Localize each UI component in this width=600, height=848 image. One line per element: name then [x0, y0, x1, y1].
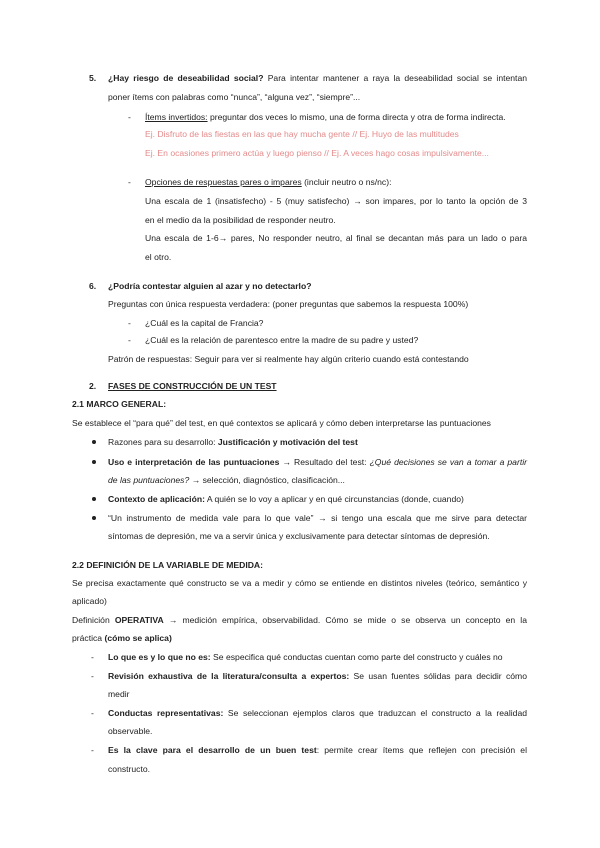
section-2-number: 2.: [89, 381, 97, 391]
definition-line-2: práctica (cómo se aplica): [72, 633, 172, 643]
options-text-1: Una escala de 1 (insatisfecho) - 5 (muy satisfecho) → son impares, por lo tanto la opción de 3: [145, 196, 527, 206]
bullet-reasons: Razones para su desarrollo: Justificación y motivación del test: [108, 437, 358, 447]
section-6-q2: ¿Cuál es la relación de parentesco entre la madre de su padre y usted?: [145, 335, 419, 345]
options-text-2: en el medio da la posibilidad de responder neutro.: [145, 215, 336, 225]
dash-marker: -: [91, 671, 94, 681]
bullet-dot: [92, 497, 96, 501]
dash-item-what-is: Lo que es y lo que no es: Se especifica qué conductas cuentan como parte del constructo y cuáles no: [108, 652, 503, 662]
heading-2-1: 2.1 MARCO GENERAL:: [72, 399, 167, 409]
dash-marker: -: [91, 708, 94, 718]
dash-marker: -: [128, 335, 131, 345]
section-6-pattern: Patrón de respuestas: Seguir para ver si realmente hay algún criterio cuando está contestando: [108, 354, 469, 364]
section-6-q1: ¿Cuál es la capital de Francia?: [145, 318, 264, 328]
bullet-dot: [92, 516, 96, 520]
options-text-4: el otro.: [145, 252, 172, 262]
options-label: Opciones de respuestas pares o impares: [145, 177, 302, 187]
section-6-number: 6.: [89, 281, 97, 291]
example-1: Ej. Disfruto de las fiestas en las que hay mucha gente // Ej. Huyo de las multitudes: [145, 129, 459, 139]
dash-item-behaviors-line-1: Conductas representativas: Se seleccionan ejemplos claros que traduzcan el constructo a la realidad: [108, 708, 527, 718]
options-text-3: Una escala de 1-6→ pares, No responder neutro, al final se decantan más para un lado o para: [145, 233, 527, 243]
paragraph-2-2-line-1: Se precisa exactamente qué constructo se va a medir y cómo se entiende en distintos niveles (teórico, semántico y: [72, 578, 527, 588]
section-2-title: FASES DE CONSTRUCCIÓN DE UN TEST: [108, 381, 277, 391]
dash-item-key-line-2: constructo.: [108, 764, 151, 774]
bullet-dot: [92, 460, 96, 464]
bullet-instrument-line-1: “Un instrumento de medida vale para lo que vale” → si tengo una escala que me sirve para detectar: [108, 513, 527, 523]
bullet-instrument-line-2: síntomas de depresión, me va a servir única y exclusivamente para detectar síntomas de depresión.: [108, 531, 490, 541]
paragraph-2-2-line-2: aplicado): [72, 596, 107, 606]
example-2: Ej. En ocasiones primero actúa y luego pienso // Ej. A veces hago cosas impulsivamente...: [145, 148, 489, 158]
paragraph-2-1: Se establece el “para qué” del test, en qué contextos se aplicará y cómo deben interpretarse las puntuaciones: [72, 418, 491, 428]
section-5-line-1: ¿Hay riesgo de deseabilidad social? Para intentar mantener a raya la deseabilidad social se intentan: [108, 73, 527, 83]
bullet-dot: [92, 440, 96, 444]
section-6-intro: Preguntas con única respuesta verdadera: (poner preguntas que sabemos la respuesta 100%): [108, 299, 469, 309]
dash-marker: -: [128, 177, 131, 187]
inverted-items-label: Ítems invertidos:: [145, 112, 208, 122]
dash-marker: -: [128, 318, 131, 328]
dash-marker: -: [128, 112, 131, 122]
section-5-number: 5.: [89, 73, 97, 83]
inverted-items-line: Ítems invertidos: preguntar dos veces lo mismo, una de forma directa y otra de forma indirecta.: [145, 112, 506, 122]
section-6-question: ¿Podría contestar alguien al azar y no detectarlo?: [108, 281, 312, 291]
dash-item-literature-line-2: medir: [108, 689, 130, 699]
dash-item-key-line-1: Es la clave para el desarrollo de un buen test: permite crear ítems que reflejen con precisión el: [108, 745, 527, 755]
dash-item-behaviors-line-2: observable.: [108, 726, 153, 736]
definition-line-1: Definición OPERATIVA → medición empírica, observabilidad. Cómo se mide o se observa un concepto en la: [72, 615, 527, 625]
dash-item-literature-line-1: Revisión exhaustiva de la literatura/consulta a expertos: Se usan fuentes sólidas para decidir cómo: [108, 671, 527, 681]
options-line: Opciones de respuestas pares o impares (incluir neutro o ns/nc):: [145, 177, 392, 187]
dash-marker: -: [91, 652, 94, 662]
heading-2-2: 2.2 DEFINICIÓN DE LA VARIABLE DE MEDIDA:: [72, 560, 263, 570]
bullet-use-line-1: Uso e interpretación de las puntuaciones → Resultado del test: ¿Qué decisiones se van a tomar a partir: [108, 457, 527, 467]
dash-marker: -: [91, 745, 94, 755]
section-5-question: ¿Hay riesgo de deseabilidad social?: [108, 73, 264, 83]
bullet-context: Contexto de aplicación: A quién se lo voy a aplicar y en qué circunstancias (donde, cuando): [108, 494, 464, 504]
section-5-line-2: poner ítems con palabras como “nunca”, “alguna vez”, “siempre”...: [108, 92, 361, 102]
bullet-use-line-2: de las puntuaciones? → selección, diagnóstico, clasificación...: [108, 475, 345, 485]
